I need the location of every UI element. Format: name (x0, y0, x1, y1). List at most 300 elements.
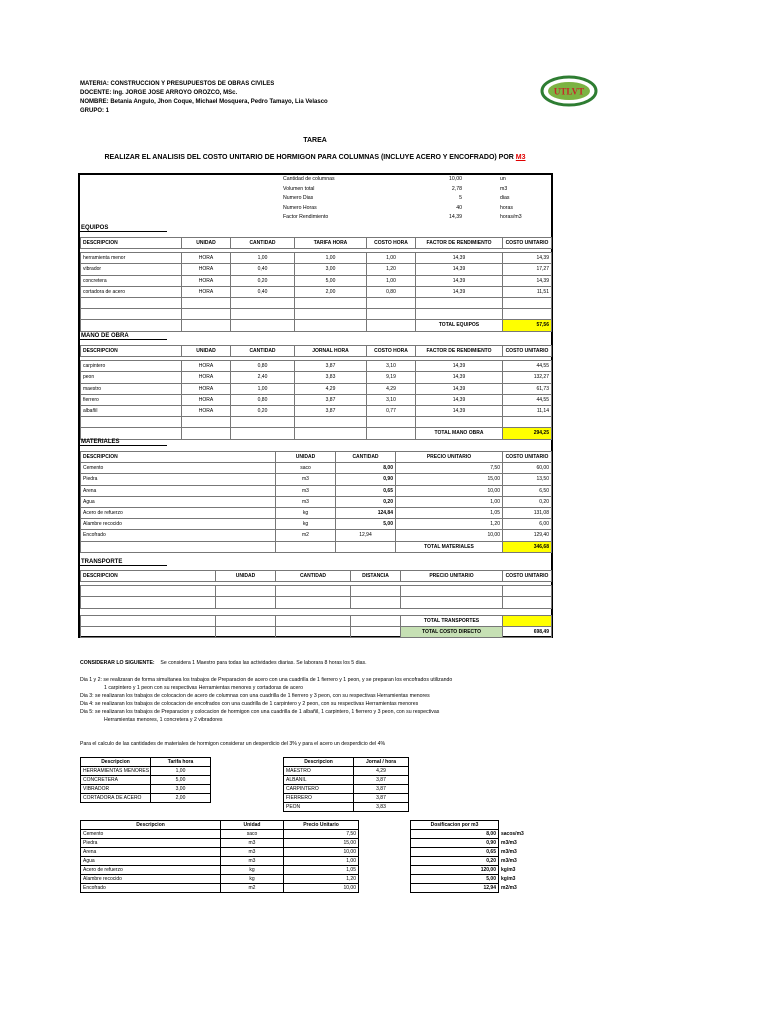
table-row (81, 275, 552, 286)
blank-cell (276, 615, 351, 626)
note-line: Dia 4: se realizaran los trabajos de colocacion de encofrados con una cuadrilla de 1 carpintero y 2 peon, con su respectivas Herramientas menores (80, 701, 419, 707)
table-cell: 44,55 (503, 361, 552, 372)
table-cell: CORTADORA DE ACERO (81, 794, 151, 803)
table-row (284, 767, 409, 776)
table-row (81, 507, 552, 518)
param-unit: m3 (500, 185, 508, 192)
considerar-line (80, 659, 367, 667)
blank-cell (81, 615, 216, 626)
table-row (81, 519, 552, 530)
table-cell: saco (276, 463, 336, 474)
blank-cell (295, 417, 367, 428)
table-cell: m3 (276, 485, 336, 496)
table-cell: 0,65 (411, 848, 499, 857)
table-cell: 0,20 (336, 496, 396, 507)
table-cell: 11,51 (503, 286, 552, 297)
blank-cell (216, 597, 276, 608)
table-cell: 3,87 (295, 405, 367, 416)
table-cell: 1,05 (284, 866, 359, 875)
table-cell: Cemento (81, 830, 221, 839)
table-cell: 5,00 (151, 776, 211, 785)
table-cell: 1,00 (284, 857, 359, 866)
table-cell: 1,05 (396, 507, 503, 518)
table-cell: maestro (81, 383, 182, 394)
table-cell: 17,27 (503, 264, 552, 275)
param-units (500, 175, 522, 223)
param-values (410, 175, 462, 223)
table-cell: HORA (182, 361, 231, 372)
unit-cell: m3/m3 (501, 840, 517, 846)
table-cell: 5,00 (336, 519, 396, 530)
table-cell: 129,40 (503, 530, 552, 541)
table-cell: Acero de refuerzo (81, 866, 221, 875)
title-unit: M3 (515, 154, 526, 161)
notes-block (80, 659, 367, 667)
blank-cell (367, 320, 416, 331)
table-cell: 3,10 (367, 361, 416, 372)
total-value: 57,56 (503, 320, 552, 331)
table-cell: 1,00 (151, 767, 211, 776)
param-value: 2,78 (451, 185, 462, 192)
unit-cell: kg/m3 (501, 867, 516, 873)
table-cell: HORA (182, 286, 231, 297)
table-cell: 6,00 (503, 519, 552, 530)
header-row (81, 346, 552, 357)
table-cell: 7,50 (396, 463, 503, 474)
table-cell: 0,20 (231, 275, 295, 286)
table-cell: 10,00 (396, 530, 503, 541)
blank-cell (295, 309, 367, 320)
table-cell: 3,83 (295, 372, 367, 383)
table-cell: 3,87 (295, 394, 367, 405)
table-cell: m3 (276, 496, 336, 507)
table-cell: carpintero (81, 361, 182, 372)
table-cell: Arena (81, 485, 276, 496)
blank-cell (81, 309, 182, 320)
table-row (284, 803, 409, 812)
table-cell: 0,40 (231, 286, 295, 297)
table-cell: 14,39 (416, 405, 503, 416)
unit-cell: m2/m3 (501, 885, 517, 891)
column-header: UNIDAD (276, 452, 336, 463)
materiales-table (80, 451, 552, 553)
table-cell: 2,00 (295, 286, 367, 297)
table-cell: Agua (81, 857, 221, 866)
param-value: 10,00 (449, 176, 462, 182)
header-row (81, 238, 552, 249)
table-cell: m2 (221, 884, 284, 893)
blank-cell (81, 586, 216, 597)
considerar-text: Se considera 1 Maestro para todas las actividades diarias. Se laborara 8 horas los 5 dias. (160, 660, 367, 666)
blank-cell (81, 428, 182, 439)
blank-cell (276, 626, 351, 637)
materia-line: MATERIA: CONSTRUCCION Y PRESUPUESTOS DE OBRAS CIVILES (80, 81, 275, 87)
blank-cell (367, 309, 416, 320)
blank-cell (401, 597, 503, 608)
section-transporte: TRANSPORTE (80, 559, 167, 566)
blank-cell (216, 615, 276, 626)
table-cell: HORA (182, 253, 231, 264)
table-cell: 10,00 (284, 884, 359, 893)
table-row (81, 485, 552, 496)
table-cell: 2,40 (231, 372, 295, 383)
table-cell: 5,00 (295, 275, 367, 286)
note-line: Dia 3: se realizaran los trabajos de colocacion de acero de columnas con una cuadrilla de 1 fierrero y 3 peon, con su respectivas Herramientas menores (80, 693, 430, 699)
param-unit: dias (500, 195, 510, 201)
note-line: Dia 5: se realizaran los trabajos de Preparacion y colocacion de hormigon con una cuadrilla de 1 albañil, 1 carpintero, 1 fierrero y 3 peon, con su respectivas (80, 709, 440, 715)
blank-cell (416, 309, 503, 320)
notes-lines (80, 676, 452, 724)
blank-cell (351, 597, 401, 608)
unit-cell: m3/m3 (501, 849, 517, 855)
transporte-table (80, 570, 552, 638)
table-cell: 8,00 (411, 830, 499, 839)
considerar-label: CONSIDERAR LO SIGUIENTE: (80, 660, 155, 666)
table-row (81, 286, 552, 297)
blank-cell (216, 586, 276, 597)
table-cell: 8,00 (336, 463, 396, 474)
column-header: CANTIDAD (231, 238, 295, 249)
docente-line: DOCENTE: Ing. JORGE JOSE ARROYO OROZCO, MSc. (80, 90, 238, 96)
column-header: Descripcion (284, 758, 354, 767)
table-cell: 0,90 (411, 839, 499, 848)
blank-cell (503, 417, 552, 428)
table-row (81, 776, 211, 785)
table-cell: kg (221, 875, 284, 884)
table-cell: 4,29 (354, 767, 409, 776)
total-directo-value: 698,49 (503, 626, 552, 637)
table-cell: 0,80 (231, 361, 295, 372)
equipos-table (80, 237, 552, 332)
table-row (81, 372, 552, 383)
note-line: Herramientas menores, 1 concretera y 2 vibradores (104, 717, 223, 723)
table-cell: 0,65 (336, 485, 396, 496)
table-cell: 14,39 (503, 275, 552, 286)
table-cell: 11,14 (503, 405, 552, 416)
total-label: TOTAL MANO OBRA (416, 428, 503, 439)
blank-cell (182, 417, 231, 428)
blank-cell (182, 428, 231, 439)
table-cell: 2,00 (151, 794, 211, 803)
table-row (411, 857, 527, 866)
column-header: COSTO HORA (367, 346, 416, 357)
column-header: Jornal / hora (354, 758, 409, 767)
table-cell: 1,00 (367, 253, 416, 264)
table-cell: HORA (182, 394, 231, 405)
table-cell: Alambre recocido (81, 875, 221, 884)
column-header: Precio Unitario (284, 821, 359, 830)
table-row (411, 830, 527, 839)
table-cell: Encofrado (81, 530, 276, 541)
table-cell: 3,00 (151, 785, 211, 794)
precios-table (80, 820, 359, 893)
column-header: CANTIDAD (336, 452, 396, 463)
table-cell: 14,39 (416, 383, 503, 394)
title-text: REALIZAR EL ANALISIS DEL COSTO UNITARIO DE HORMIGON PARA COLUMNAS (INCLUYE ACERO Y ENCOFRADO) POR (104, 154, 516, 161)
header-row (81, 452, 552, 463)
tarea-heading: TAREA (303, 137, 327, 144)
table-row (81, 253, 552, 264)
table-cell: 3,87 (354, 785, 409, 794)
table-cell: 14,39 (416, 286, 503, 297)
column-header: COSTO UNITARIO (503, 452, 552, 463)
table-cell: m3 (221, 839, 284, 848)
table-cell: m2 (276, 530, 336, 541)
blank-cell (367, 297, 416, 308)
table-cell: 14,39 (416, 372, 503, 383)
table-row (81, 866, 359, 875)
total-value (503, 615, 552, 626)
table-row (411, 866, 527, 875)
blank-cell (336, 541, 396, 552)
param-unit: horas/m3 (500, 214, 522, 220)
column-header: CANTIDAD (276, 571, 351, 582)
header-row (284, 758, 409, 767)
table-cell: MAESTRO (284, 767, 354, 776)
table-cell: 1,20 (284, 875, 359, 884)
table-cell: HERRAMIENTAS MENORES (81, 767, 151, 776)
blank-cell (295, 428, 367, 439)
table-cell: PEON (284, 803, 354, 812)
blank-cell (182, 309, 231, 320)
assignment-title (0, 154, 630, 161)
unit-cell: kg/m3 (501, 876, 516, 882)
table-row (81, 839, 359, 848)
blank-cell (503, 597, 552, 608)
table-cell: 15,00 (284, 839, 359, 848)
university-logo (540, 75, 598, 107)
table-cell: 15,00 (396, 474, 503, 485)
table-cell: 14,39 (416, 394, 503, 405)
blank-cell (276, 597, 351, 608)
column-header: UNIDAD (182, 346, 231, 357)
unit-cell: sacos/m3 (501, 831, 524, 837)
table-cell: CARPINTERO (284, 785, 354, 794)
table-cell: HORA (182, 383, 231, 394)
table-cell: 14,39 (416, 264, 503, 275)
total-directo-row (81, 626, 552, 637)
param-label: Cantidad de columnas (283, 176, 335, 182)
blank-cell (351, 615, 401, 626)
header-row (411, 821, 527, 830)
blank-cell (503, 297, 552, 308)
total-label: TOTAL MATERIALES (396, 541, 503, 552)
table-cell: 44,55 (503, 394, 552, 405)
unit-cell: m3/m3 (501, 858, 517, 864)
table-cell: FIERRERO (284, 794, 354, 803)
blank-cell (81, 417, 182, 428)
table-cell: 0,80 (231, 394, 295, 405)
table-cell: 3,83 (354, 803, 409, 812)
table-cell: 0,20 (503, 496, 552, 507)
table-cell: 3,87 (295, 361, 367, 372)
table-cell: 3,10 (367, 394, 416, 405)
blank-cell (367, 428, 416, 439)
table-cell: 4,29 (367, 383, 416, 394)
table-row (81, 383, 552, 394)
table-cell: Acero de refuerzo (81, 507, 276, 518)
table-cell: vibrador (81, 264, 182, 275)
table-row (81, 530, 552, 541)
total-value: 294,25 (503, 428, 552, 439)
table-row (81, 361, 552, 372)
param-label: Numero Horas (283, 204, 317, 211)
param-label: Factor Rendimiento (283, 214, 329, 220)
table-cell: 10,00 (284, 848, 359, 857)
blank-cell (276, 541, 336, 552)
mano-obra-table (80, 345, 552, 440)
note-line: 1 carpintero y 1 peon con su respectivas Herramientas menores y cortadoras de acero (104, 685, 303, 691)
blank-cell (182, 320, 231, 331)
column-header: Tarifa hora (151, 758, 211, 767)
total-label: TOTAL TRANSPORTES (401, 615, 503, 626)
table-cell: Alambre recocido (81, 519, 276, 530)
column-header: COSTO UNITARIO (503, 346, 552, 357)
param-value: 14,39 (449, 214, 462, 220)
table-cell: 1,20 (367, 264, 416, 275)
table-row (81, 875, 359, 884)
table-cell: 132,27 (503, 372, 552, 383)
spacer (81, 608, 552, 615)
table-cell: CONCRETERA (81, 776, 151, 785)
blank-cell (351, 626, 401, 637)
table-cell: 14,39 (503, 253, 552, 264)
table-row (81, 857, 359, 866)
header-row (81, 758, 211, 767)
column-header: FACTOR DE RENDIMIENTO (416, 346, 503, 357)
table-cell: Agua (81, 496, 276, 507)
table-row (81, 394, 552, 405)
spacer-row (81, 608, 552, 615)
table-cell: herramienta menor (81, 253, 182, 264)
column-header: Unidad (221, 821, 284, 830)
total-row (81, 320, 552, 331)
table-row (81, 794, 211, 803)
column-header: DESCRIPCION (81, 571, 216, 582)
param-unit: un (500, 176, 506, 182)
blank-row (81, 597, 552, 608)
tarifas-table (80, 757, 211, 803)
blank-cell (231, 428, 295, 439)
table-row (81, 264, 552, 275)
table-row (284, 785, 409, 794)
blank-cell (416, 417, 503, 428)
blank-cell (401, 586, 503, 597)
table-cell: 1,00 (295, 253, 367, 264)
document-header (80, 80, 328, 116)
column-header: DESCRIPCION (81, 452, 276, 463)
table-cell: 61,73 (503, 383, 552, 394)
table-cell: Cemento (81, 463, 276, 474)
total-directo-label: TOTAL COSTO DIRECTO (401, 626, 503, 637)
blank-row (81, 309, 552, 320)
grupo-line: GRUPO: 1 (80, 108, 110, 114)
table-row (411, 848, 527, 857)
table-cell: HORA (182, 372, 231, 383)
table-cell: peon (81, 372, 182, 383)
column-header: Descripcion (81, 821, 221, 830)
table-cell: Piedra (81, 839, 221, 848)
table-cell: 3,87 (354, 776, 409, 785)
table-cell: 6,50 (503, 485, 552, 496)
table-cell: Arena (81, 848, 221, 857)
table-row (81, 785, 211, 794)
blank-cell (295, 320, 367, 331)
table-cell: 0,90 (336, 474, 396, 485)
blank-row (81, 297, 552, 308)
blank-cell (81, 597, 216, 608)
blank-cell (351, 586, 401, 597)
blank-cell (276, 586, 351, 597)
column-header: PRECIO UNITARIO (401, 571, 503, 582)
blank-row (81, 417, 552, 428)
table-cell: 0,40 (231, 264, 295, 275)
table-cell: 9,19 (367, 372, 416, 383)
table-cell: HORA (182, 405, 231, 416)
table-row (81, 884, 359, 893)
total-row (81, 615, 552, 626)
column-header: COSTO HORA (367, 238, 416, 249)
param-label: Volumen total (283, 185, 315, 192)
table-cell: Piedra (81, 474, 276, 485)
table-cell: 3,00 (295, 264, 367, 275)
param-label: Numero Dias (283, 195, 314, 201)
table-cell: 120,00 (411, 866, 499, 875)
table-cell: 1,00 (231, 383, 295, 394)
table-cell: 5,00 (411, 875, 499, 884)
table-cell: VIBRADOR (81, 785, 151, 794)
table-cell: 12,94 (411, 884, 499, 893)
table-cell: ALBANIL (284, 776, 354, 785)
column-header: COSTO UNITARIO (503, 571, 552, 582)
table-cell: 1,00 (367, 275, 416, 286)
blank-cell (231, 309, 295, 320)
header-row (81, 821, 359, 830)
blank-cell (81, 626, 216, 637)
blank-cell (231, 320, 295, 331)
blank-cell (499, 821, 527, 830)
blank-cell (231, 417, 295, 428)
table-cell: 4,29 (295, 383, 367, 394)
blank-cell (416, 297, 503, 308)
table-cell: 12,94 (336, 530, 396, 541)
table-row (81, 405, 552, 416)
logo-text: UTLVT (553, 86, 585, 97)
column-header: UNIDAD (182, 238, 231, 249)
table-cell: 124,84 (336, 507, 396, 518)
table-cell: cortadora de acero (81, 286, 182, 297)
table-cell: m3 (276, 474, 336, 485)
note-line: Dia 1 y 2: se realizaran de forma simultanea los trabajos de Preparacion de acero con una cuadrilla de 1 fierrero y 1 peon, y se preparan los encofrados utilizando (80, 677, 453, 683)
param-value: 5 (459, 195, 462, 201)
table-cell: kg (276, 507, 336, 518)
table-cell: 1,20 (396, 519, 503, 530)
table-cell: 14,39 (416, 361, 503, 372)
blank-cell (81, 320, 182, 331)
column-header: DESCRIPCION (81, 346, 182, 357)
total-row (81, 541, 552, 552)
desperdicio-note: Para el calculo de las cantidades de materiales de hormigon considerar un desperdicio del 3% y para el acero un desperdicio del 4% (80, 741, 386, 747)
column-header: CANTIDAD (231, 346, 295, 357)
column-header: Dosificacion por m3 (411, 821, 499, 830)
nombre-line: NOMBRE: Betania Angulo, Jhon Coque, Michael Mosquera, Pedro Tamayo, Lia Velasco (80, 99, 328, 105)
table-cell: 0,20 (231, 405, 295, 416)
table-row (411, 875, 527, 884)
total-label: TOTAL EQUIPOS (416, 320, 503, 331)
table-cell: HORA (182, 275, 231, 286)
total-row (81, 428, 552, 439)
table-cell: 1,00 (396, 496, 503, 507)
